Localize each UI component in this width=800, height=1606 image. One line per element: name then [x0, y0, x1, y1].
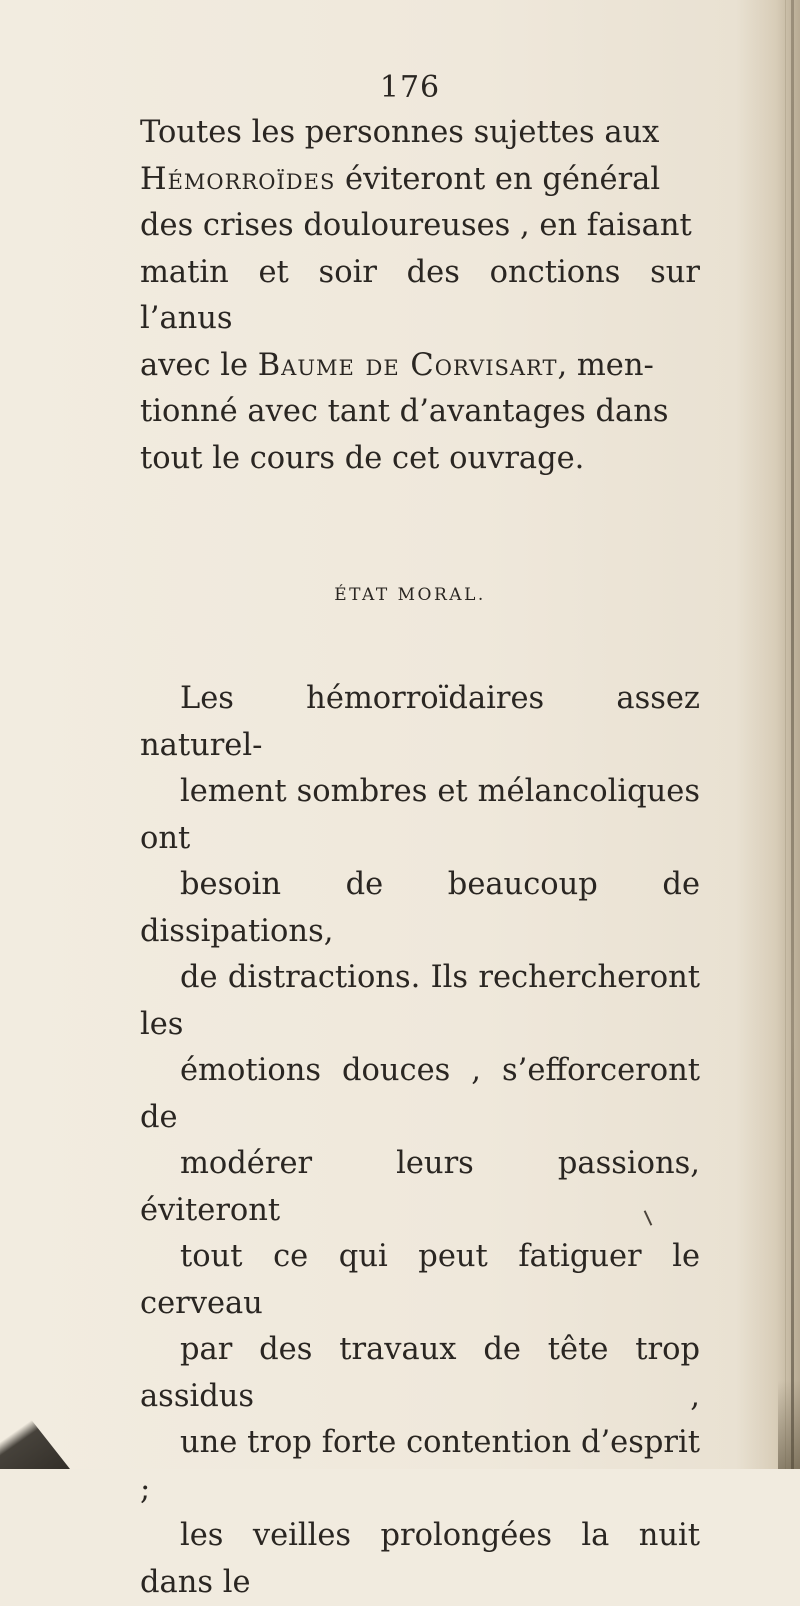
text-line: besoin de beaucoup de dissipations,	[140, 867, 700, 949]
section-heading: ÉTAT MORAL.	[334, 585, 486, 605]
text-line	[140, 343, 700, 390]
page-edge-shadow	[791, 0, 794, 1469]
text-line: modérer leurs passions, éviteront	[140, 1146, 700, 1228]
page-number: 176	[379, 70, 441, 105]
term-hemorroides: Hémorroïdes	[140, 161, 336, 197]
text-line: tionné avec tant d’avantages dans	[140, 394, 669, 429]
text-line: émotions douces , s’efforceront de	[140, 1053, 700, 1135]
paragraph-hemorrhoids-advice	[140, 110, 700, 482]
text-line-rest: éviteront en général	[345, 161, 661, 197]
text-line: tout ce qui peut fatiguer le cerveau	[140, 1239, 700, 1321]
page-edge-line	[785, 0, 786, 1469]
paragraph-moral-state	[140, 676, 700, 1606]
text-line-rest: , men-	[557, 347, 654, 383]
text-line: Les hémorroïdaires assez naturel-	[140, 681, 700, 763]
text-line-start: avec le	[140, 347, 249, 383]
text-line: tout le cours de cet ouvrage.	[140, 440, 585, 476]
text-line: une trop forte contention d’esprit ;	[140, 1425, 700, 1507]
text-line: lement sombres et mélancoliques ont	[140, 774, 700, 856]
text-line: des crises douloureuses , en faisant	[140, 208, 692, 243]
text-line	[140, 157, 700, 204]
text-line: Toutes les personnes sujettes aux	[140, 115, 660, 150]
page-edge-smudge	[778, 1380, 800, 1469]
text-line: par des travaux de tête trop assidus ,	[140, 1332, 700, 1414]
text-line: les veilles prolongées la nuit dans le	[140, 1518, 700, 1600]
text-line: matin et soir des onctions sur l’anus	[140, 254, 700, 336]
page-corner-shadow	[0, 1380, 70, 1469]
text-line: de distractions. Ils rechercheront les	[140, 960, 700, 1042]
term-baume-de-corvisart: Baume de Corvisart	[257, 347, 558, 383]
